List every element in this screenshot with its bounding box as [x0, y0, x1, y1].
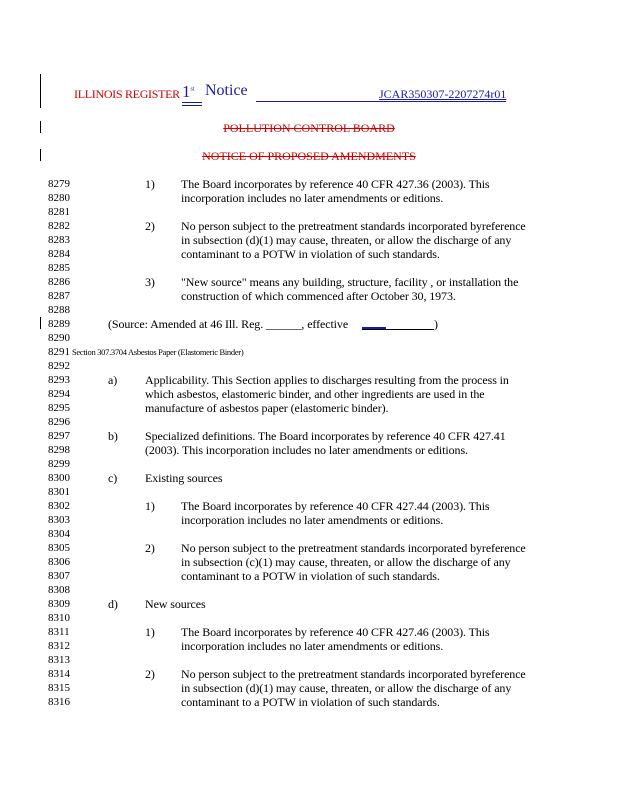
body-text: "New source" means any building, structure, facility , or installation the [181, 275, 519, 289]
item-label: 1) [145, 625, 155, 639]
body-text: The Board incorporates by reference 40 CFR 427.36 (2003). This [181, 177, 490, 191]
line-number: 8305 [48, 542, 70, 554]
body-text: in subsection (d)(1) may cause, threaten, or allow the discharge of any [181, 681, 512, 695]
line-number: 8303 [48, 514, 70, 526]
body-text: incorporation includes no later amendments or editions. [181, 513, 444, 527]
line-number: 8304 [48, 528, 70, 540]
body-text: New sources [145, 597, 206, 611]
body-text: contaminant to a POTW in violation of such standards. [181, 247, 440, 261]
issue-number-sup: st [190, 86, 195, 93]
notice-label: Notice [205, 82, 248, 99]
line-number: 8292 [48, 360, 70, 372]
item-label: 3) [145, 275, 155, 289]
item-label: 2) [145, 219, 155, 233]
line-number: 8302 [48, 500, 70, 512]
body-text: manufacture of asbestos paper (elastomeric binder). [145, 401, 389, 415]
notice-title: NOTICE OF PROPOSED AMENDMENTS [202, 149, 416, 163]
line-number: 8297 [48, 430, 70, 442]
body-text: contaminant to a POTW in violation of such standards. [181, 695, 440, 709]
item-label: 2) [145, 541, 155, 555]
item-label: 2) [145, 667, 155, 681]
line-number: 8289 [48, 318, 70, 330]
line-number: 8306 [48, 556, 70, 568]
item-label: 1) [145, 177, 155, 191]
body-text: No person subject to the pretreatment standards incorporated byreference [181, 541, 526, 555]
body-text: construction of which commenced after October 30, 1973. [181, 289, 456, 303]
issue-underline [182, 102, 202, 103]
change-bar [40, 317, 41, 329]
line-number: 8287 [48, 290, 70, 302]
line-number: 8286 [48, 276, 70, 288]
body-text: The Board incorporates by reference 40 CFR 427.46 (2003). This [181, 625, 490, 639]
line-number: 8308 [48, 584, 70, 596]
register-title: ILLINOIS REGISTER [74, 87, 180, 101]
line-number: 8285 [48, 262, 70, 274]
item-label: b) [108, 429, 118, 443]
change-bar [40, 74, 41, 108]
line-number: 8283 [48, 234, 70, 246]
issue-number-value: 1 [182, 82, 191, 101]
body-text: incorporation includes no later amendments or editions. [181, 639, 444, 653]
line-number: 8294 [48, 388, 70, 400]
body-text: contaminant to a POTW in violation of such standards. [181, 569, 440, 583]
line-number: 8312 [48, 640, 70, 652]
line-number: 8300 [48, 472, 70, 484]
line-number: 8307 [48, 570, 70, 582]
effective-date-mark [362, 327, 386, 329]
line-number: 8316 [48, 696, 70, 708]
line-number: 8315 [48, 682, 70, 694]
body-text: No person subject to the pretreatment standards incorporated byreference [181, 667, 526, 681]
effective-date-blank [362, 329, 434, 330]
body-text: Applicability. This Section applies to discharges resulting from the process in [145, 373, 509, 387]
line-number: 8299 [48, 458, 70, 470]
body-text: Specialized definitions. The Board incorporates by reference 40 CFR 427.41 [145, 429, 506, 443]
line-number: 8280 [48, 192, 70, 204]
line-number: 8313 [48, 654, 70, 666]
line-number: 8291 [48, 346, 70, 358]
line-number: 8298 [48, 444, 70, 456]
item-label: d) [108, 597, 118, 611]
line-number: 8309 [48, 598, 70, 610]
body-text: incorporation includes no later amendments or editions. [181, 191, 444, 205]
body-text: The Board incorporates by reference 40 CFR 427.44 (2003). This [181, 499, 490, 513]
line-number: 8314 [48, 668, 70, 680]
body-text: which asbestos, elastomeric binder, and other ingredients are used in the [145, 387, 485, 401]
line-number: 8279 [48, 178, 70, 190]
item-label: a) [108, 373, 118, 387]
body-text: in subsection (d)(1) may cause, threaten, or allow the discharge of any [181, 233, 512, 247]
source-close: ) [434, 317, 438, 331]
line-number: 8282 [48, 220, 70, 232]
source-note: (Source: Amended at 46 Ill. Reg. ______, effective [108, 317, 349, 331]
line-number: 8301 [48, 486, 70, 498]
body-text: (2003). This incorporation includes no later amendments or editions. [145, 443, 468, 457]
issue-underline [182, 105, 202, 106]
body-text: No person subject to the pretreatment standards incorporated byreference [181, 219, 526, 233]
line-number: 8295 [48, 402, 70, 414]
line-number: 8311 [48, 626, 70, 638]
section-heading: Section 307.3704 Asbestos Paper (Elastomeric Binder) [72, 347, 244, 357]
body-text: Existing sources [145, 471, 223, 485]
agency-title: POLLUTION CONTROL BOARD [223, 121, 395, 135]
line-number: 8310 [48, 612, 70, 624]
item-label: 1) [145, 499, 155, 513]
document-id: JCAR350307-2207274r01 [379, 87, 507, 101]
issue-number [182, 82, 195, 102]
line-number: 8293 [48, 374, 70, 386]
item-label: c) [108, 471, 118, 485]
line-number: 8284 [48, 248, 70, 260]
line-number: 8290 [48, 332, 70, 344]
line-number: 8296 [48, 416, 70, 428]
line-number: 8288 [48, 304, 70, 316]
body-text: in subsection (c)(1) may cause, threaten, or allow the discharge of any [181, 555, 511, 569]
line-number: 8281 [48, 206, 70, 218]
